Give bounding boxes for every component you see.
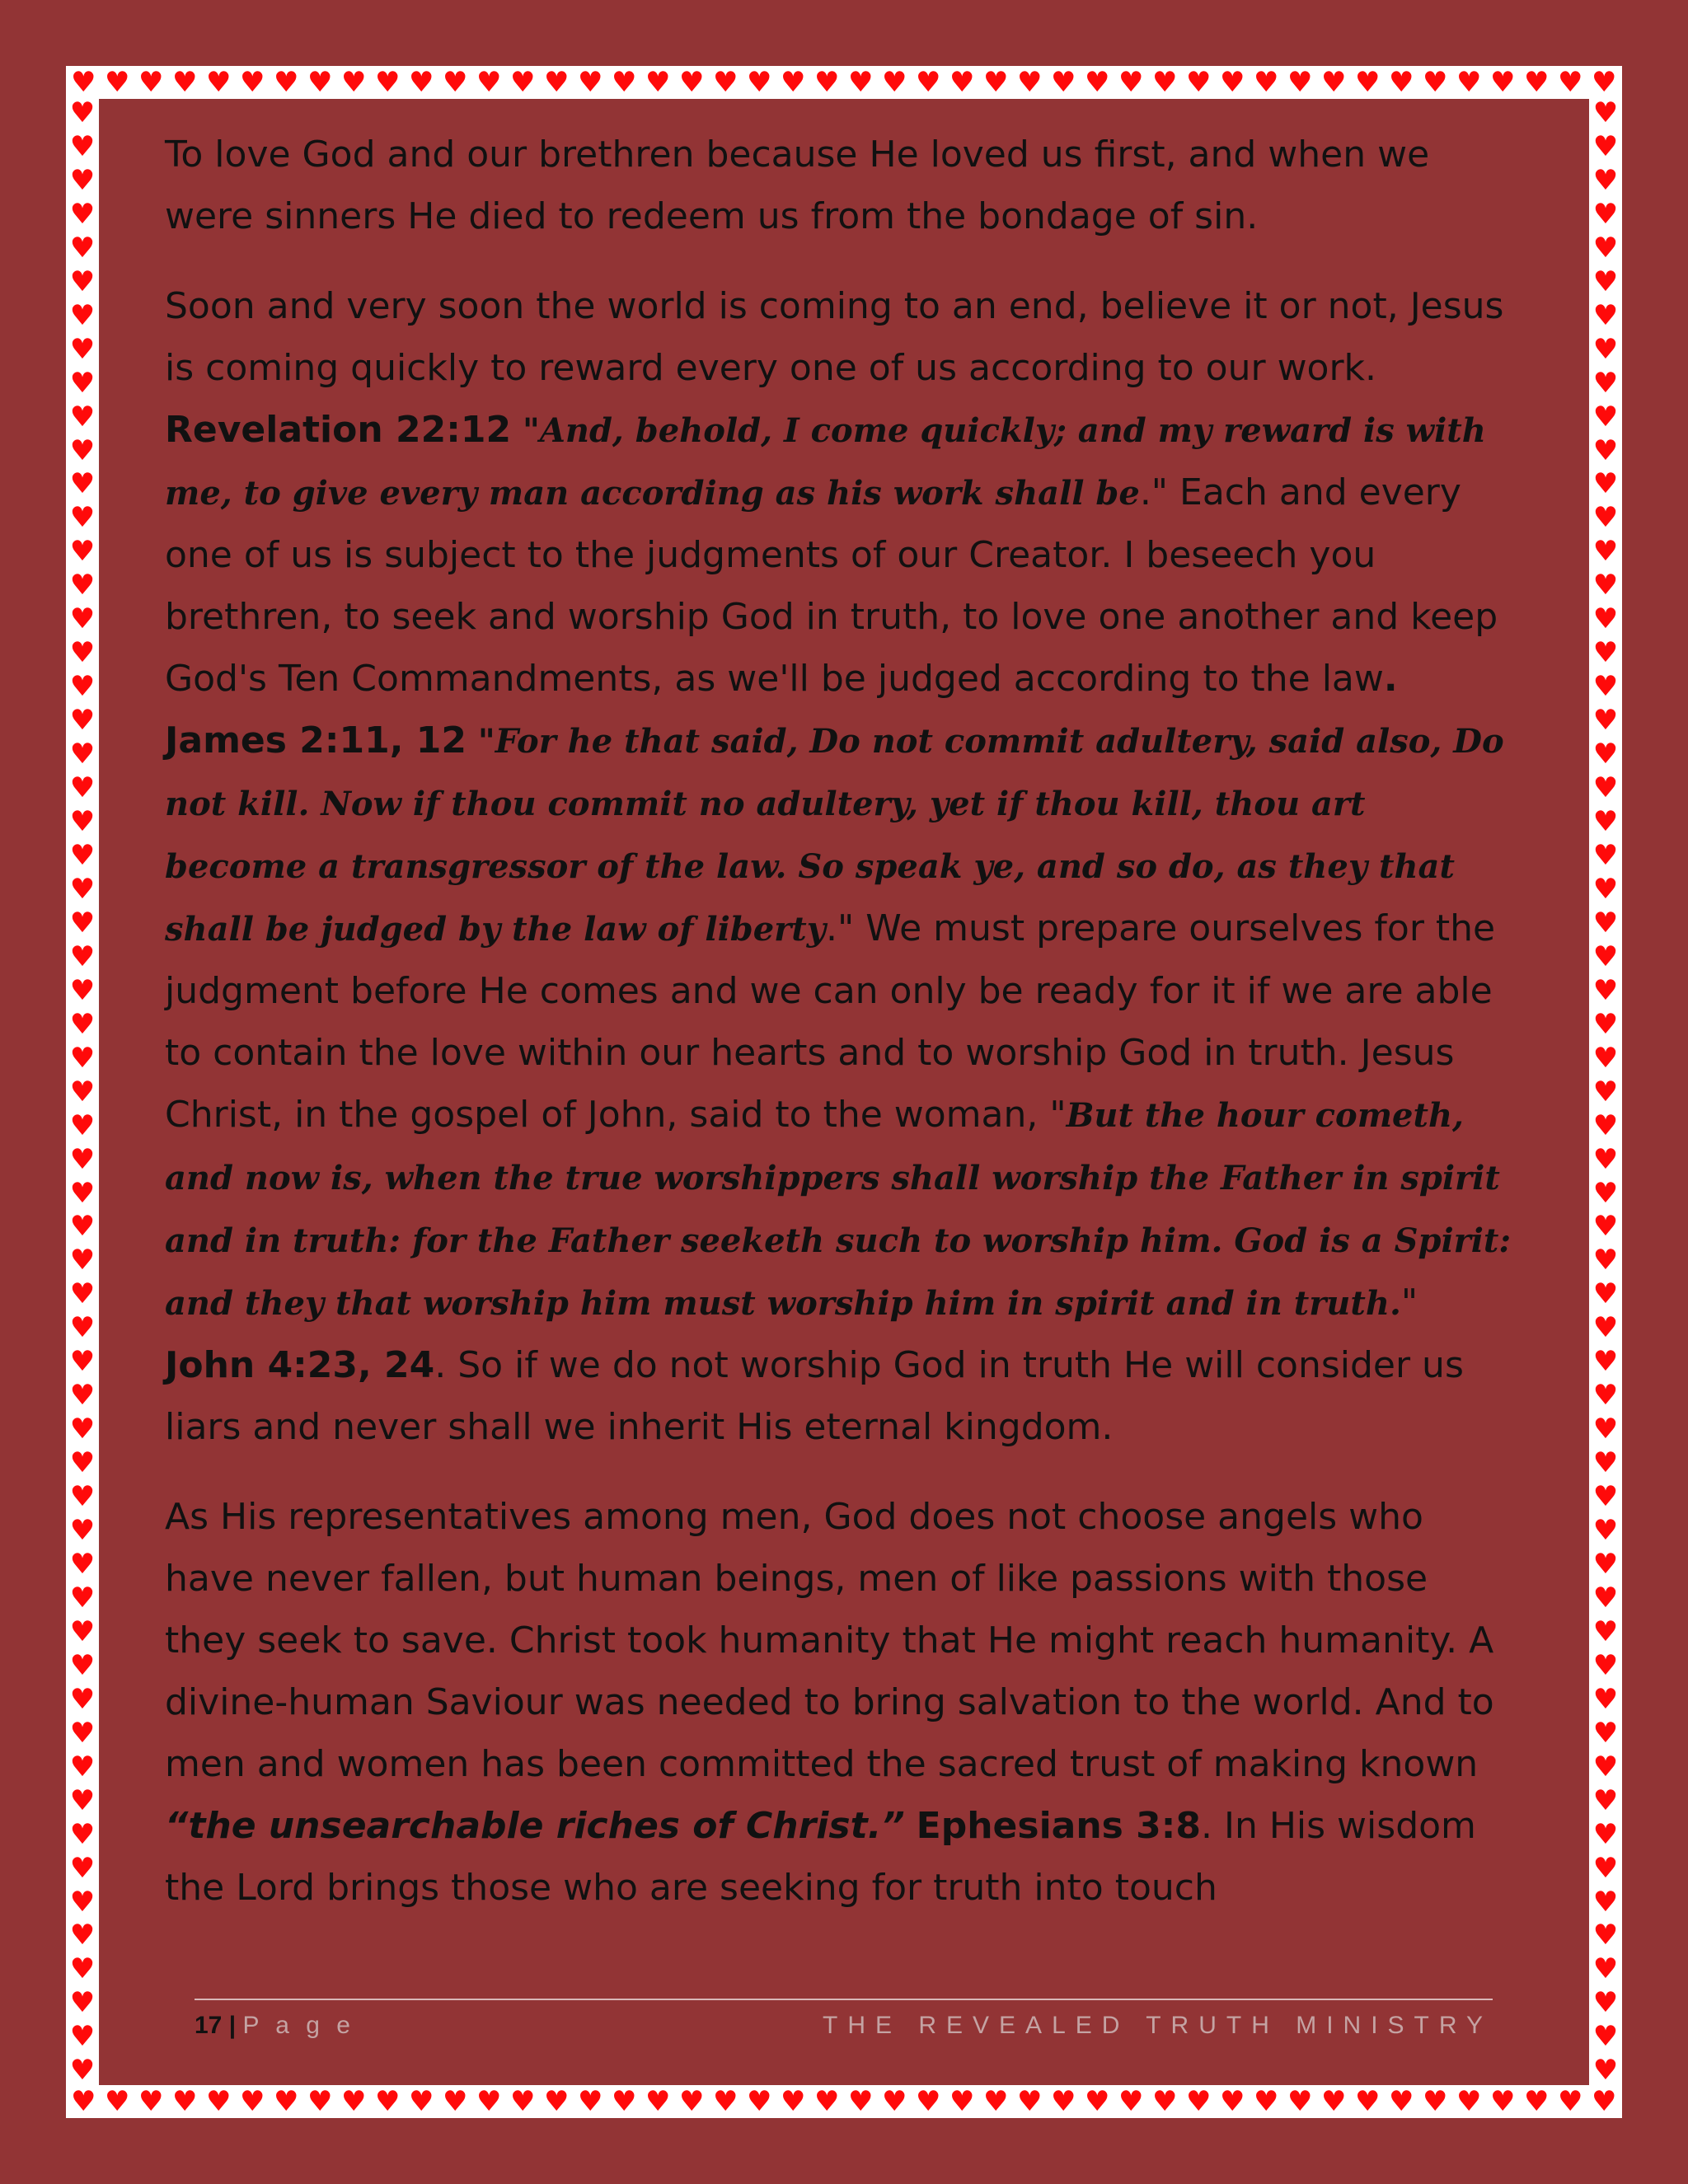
heart-icon: ♥	[1017, 2085, 1043, 2118]
heart-icon: ♥	[1592, 1783, 1619, 1817]
heart-icon: ♥	[1592, 1581, 1619, 1615]
heart-icon: ♥	[1592, 163, 1619, 197]
heart-icon: ♥	[69, 569, 96, 602]
heart-icon: ♥	[69, 1952, 96, 1986]
heart-icon: ♥	[1592, 265, 1619, 298]
scripture-reference: Ephesians 3:8	[916, 1805, 1202, 1847]
heart-icon: ♥	[612, 66, 637, 99]
heart-icon: ♥	[1592, 2085, 1617, 2118]
heart-icon: ♥	[69, 1446, 96, 1480]
heart-icon: ♥	[1085, 2085, 1110, 2118]
heart-icon: ♥	[747, 66, 772, 99]
heart-icon: ♥	[1592, 906, 1619, 940]
heart-icon: ♥	[1592, 535, 1619, 569]
heart-icon: ♥	[240, 2085, 265, 2118]
heart-icon: ♥	[1592, 2054, 1619, 2085]
heart-icon: ♥	[69, 2054, 96, 2085]
heart-icon: ♥	[69, 1244, 96, 1277]
heart-icon: ♥	[1592, 1480, 1619, 1514]
heart-icon: ♥	[443, 66, 468, 99]
heart-icon: ♥	[544, 66, 570, 99]
heart-icon: ♥	[1389, 2085, 1414, 2118]
heart-icon: ♥	[1592, 2020, 1619, 2054]
heart-icon: ♥	[341, 66, 367, 99]
heart-icon: ♥	[1254, 2085, 1279, 2118]
heart-icon: ♥	[69, 332, 96, 366]
heart-icon: ♥	[69, 535, 96, 569]
heart-icon: ♥	[307, 66, 333, 99]
heart-icon: ♥	[544, 2085, 570, 2118]
heart-icon: ♥	[1592, 1277, 1619, 1311]
heart-icon: ♥	[747, 2085, 772, 2118]
heart-icon: ♥	[69, 129, 96, 163]
heart-icon: ♥	[1592, 197, 1619, 231]
heart-icon: ♥	[69, 771, 96, 805]
heart-icon: ♥	[578, 66, 603, 99]
heart-icon: ♥	[69, 231, 96, 265]
heart-icon: ♥	[307, 2085, 333, 2118]
heart-icon: ♥	[69, 940, 96, 973]
body-text: ." Each and every one of us is subject to the judgments of our Creator. I beseech you brethren, to seek and worship God in truth, to love one another and keep God's Ten Commandments, as we'll be judged according to the law	[165, 471, 1498, 700]
heart-icon: ♥	[1592, 1176, 1619, 1210]
heart-icon: ♥	[69, 1682, 96, 1716]
heart-icon: ♥	[983, 66, 1009, 99]
heart-icon: ♥	[1592, 1108, 1619, 1142]
heart-icon: ♥	[69, 906, 96, 940]
heart-icon: ♥	[274, 2085, 299, 2118]
heart-icon: ♥	[1592, 1885, 1619, 1919]
heart-icon: ♥	[1287, 2085, 1313, 2118]
heart-icon: ♥	[409, 2085, 434, 2118]
heart-icon: ♥	[1592, 838, 1619, 872]
heart-icon: ♥	[645, 66, 671, 99]
heart-icon: ♥	[69, 298, 96, 332]
heart-icon: ♥	[1524, 66, 1550, 99]
page-number: 17	[195, 2012, 223, 2039]
heart-icon: ♥	[510, 2085, 536, 2118]
heart-icon: ♥	[105, 2085, 130, 2118]
heart-icon: ♥	[69, 704, 96, 738]
body-text: To love God and our brethren because He loved us first, and when we were sinners He died to redeem us from the bondage of sin.	[165, 134, 1430, 237]
heart-icon: ♥	[69, 1210, 96, 1244]
heart-icon: ♥	[1558, 66, 1583, 99]
heart-icon: ♥	[138, 2085, 164, 2118]
heart-icon: ♥	[1592, 129, 1619, 163]
heart-icon: ♥	[1592, 231, 1619, 265]
scripture-quote: “the unsearchable riches of Christ.”	[165, 1805, 905, 1847]
heart-icon: ♥	[950, 66, 975, 99]
scripture-reference: Revelation 22:12	[165, 409, 512, 451]
heart-icon: ♥	[1592, 738, 1619, 771]
heart-icon: ♥	[69, 434, 96, 467]
heart-icon: ♥	[1592, 973, 1619, 1007]
heart-icon: ♥	[69, 1716, 96, 1750]
heart-border-bottom	[71, 2085, 1617, 2118]
heart-icon: ♥	[1592, 400, 1619, 434]
heart-icon: ♥	[69, 501, 96, 535]
heart-icon: ♥	[983, 2085, 1009, 2118]
heart-icon: ♥	[578, 2085, 603, 2118]
heart-icon: ♥	[69, 973, 96, 1007]
heart-icon: ♥	[1051, 66, 1076, 99]
heart-icon: ♥	[1321, 2085, 1347, 2118]
heart-icon: ♥	[1592, 1986, 1619, 2020]
heart-icon: ♥	[950, 2085, 975, 2118]
heart-icon: ♥	[1592, 501, 1619, 535]
heart-icon: ♥	[69, 1142, 96, 1176]
heart-icon: ♥	[375, 2085, 401, 2118]
heart-icon: ♥	[916, 2085, 941, 2118]
paragraph	[165, 1486, 1517, 1919]
heart-icon: ♥	[1118, 2085, 1144, 2118]
heart-border-top	[71, 66, 1617, 99]
heart-icon: ♥	[69, 1108, 96, 1142]
heart-icon: ♥	[1592, 1615, 1619, 1648]
heart-icon: ♥	[172, 2085, 198, 2118]
heart-icon: ♥	[69, 636, 96, 670]
heart-icon: ♥	[1592, 1345, 1619, 1379]
heart-icon: ♥	[1592, 1446, 1619, 1480]
heart-icon: ♥	[69, 1648, 96, 1682]
heart-icon: ♥	[916, 66, 941, 99]
page-separator: |	[228, 2012, 237, 2039]
heart-icon: ♥	[69, 1277, 96, 1311]
heart-icon: ♥	[1592, 1716, 1619, 1750]
heart-icon: ♥	[274, 66, 299, 99]
heart-border-left	[66, 99, 99, 2085]
heart-icon: ♥	[1592, 636, 1619, 670]
heart-icon: ♥	[69, 1413, 96, 1446]
heart-icon: ♥	[69, 1986, 96, 2020]
heart-icon: ♥	[69, 738, 96, 771]
heart-icon: ♥	[1592, 1817, 1619, 1851]
heart-icon: ♥	[69, 1750, 96, 1783]
heart-icon: ♥	[1592, 1682, 1619, 1716]
heart-icon: ♥	[882, 66, 907, 99]
paragraph	[165, 124, 1517, 247]
heart-icon: ♥	[1592, 602, 1619, 636]
heart-icon: ♥	[1592, 940, 1619, 973]
heart-icon: ♥	[1592, 1311, 1619, 1345]
heart-icon: ♥	[69, 366, 96, 400]
heart-icon: ♥	[1592, 467, 1619, 501]
ministry-name: THE REVEALED TRUTH MINISTRY	[823, 2012, 1493, 2039]
heart-icon: ♥	[69, 1379, 96, 1413]
heart-icon: ♥	[1456, 2085, 1482, 2118]
heart-icon: ♥	[69, 1514, 96, 1548]
heart-icon: ♥	[1592, 704, 1619, 738]
scripture-quote: "For he that said, Do not commit adultery, said also, Do not kill. Now if thou commit no adultery, yet if thou kill, thou art become a transgressor of the law. So speak ye, and so do, as they that shall be judged by the law of liberty	[165, 722, 1504, 949]
heart-icon: ♥	[781, 2085, 806, 2118]
heart-icon: ♥	[1220, 2085, 1245, 2118]
heart-icon: ♥	[1490, 66, 1516, 99]
heart-icon: ♥	[69, 1480, 96, 1514]
heart-icon: ♥	[1592, 1514, 1619, 1548]
heart-icon: ♥	[1592, 1750, 1619, 1783]
heart-icon: ♥	[645, 2085, 671, 2118]
scripture-quote: But the hour cometh, and now is, when the true worshippers shall worship the Father in spirit and in truth: for the Father seeketh such to worship him. God is a Spirit: and they that worship him must worship him in spirit and in truth.	[165, 1096, 1512, 1323]
heart-icon: ♥	[1423, 66, 1448, 99]
heart-icon: ♥	[1592, 1244, 1619, 1277]
heart-icon: ♥	[1592, 1379, 1619, 1413]
heart-icon: ♥	[1321, 66, 1347, 99]
heart-icon: ♥	[69, 1075, 96, 1108]
heart-icon: ♥	[69, 872, 96, 906]
heart-icon: ♥	[848, 66, 874, 99]
heart-icon: ♥	[69, 197, 96, 231]
heart-icon: ♥	[172, 66, 198, 99]
heart-icon: ♥	[814, 66, 840, 99]
heart-icon: ♥	[206, 66, 232, 99]
heart-icon: ♥	[781, 66, 806, 99]
heart-icon: ♥	[1592, 1075, 1619, 1108]
heart-icon: ♥	[409, 66, 434, 99]
heart-icon: ♥	[1152, 66, 1178, 99]
heart-icon: ♥	[240, 66, 265, 99]
heart-icon: ♥	[848, 2085, 874, 2118]
page-body	[165, 124, 1517, 1947]
scripture-quote: "And, behold, I come quickly; and my reward is with me, to give every man according as his work shall be	[165, 411, 1486, 513]
paragraph	[165, 275, 1517, 1458]
heart-icon: ♥	[679, 2085, 705, 2118]
heart-icon: ♥	[71, 66, 96, 99]
heart-icon: ♥	[1592, 670, 1619, 704]
heart-icon: ♥	[1524, 2085, 1550, 2118]
heart-icon: ♥	[69, 1885, 96, 1919]
heart-icon: ♥	[69, 1919, 96, 1952]
heart-icon: ♥	[1355, 2085, 1381, 2118]
heart-icon: ♥	[1592, 332, 1619, 366]
heart-icon: ♥	[1456, 66, 1482, 99]
heart-icon: ♥	[882, 2085, 907, 2118]
heart-icon: ♥	[69, 1547, 96, 1581]
scripture-reference: John 4:23, 24	[165, 1344, 435, 1386]
heart-icon: ♥	[69, 670, 96, 704]
heart-icon: ♥	[1592, 1210, 1619, 1244]
body-text	[905, 1805, 917, 1847]
heart-icon: ♥	[612, 2085, 637, 2118]
heart-icon: ♥	[1186, 66, 1212, 99]
heart-icon: ♥	[375, 66, 401, 99]
heart-icon: ♥	[71, 2085, 96, 2118]
heart-icon: ♥	[69, 1851, 96, 1885]
heart-icon: ♥	[1592, 569, 1619, 602]
heart-icon: ♥	[679, 66, 705, 99]
page-footer	[195, 1999, 1493, 2040]
body-text: Soon and very soon the world is coming to an end, believe it or not, Jesus is coming quickly to reward every one of us according to our work.	[165, 285, 1504, 389]
body-text: . So if we do not worship God in truth He will consider us liars and never shall we inherit His eternal kingdom.	[165, 1344, 1464, 1448]
heart-icon: ♥	[1085, 66, 1110, 99]
heart-border-right	[1589, 99, 1622, 2085]
heart-icon: ♥	[1592, 805, 1619, 839]
heart-icon: ♥	[69, 602, 96, 636]
heart-icon: ♥	[1490, 2085, 1516, 2118]
heart-icon: ♥	[510, 66, 536, 99]
heart-icon: ♥	[69, 1581, 96, 1615]
heart-icon: ♥	[69, 1345, 96, 1379]
heart-icon: ♥	[814, 2085, 840, 2118]
heart-icon: ♥	[1423, 2085, 1448, 2118]
heart-icon: ♥	[69, 1176, 96, 1210]
heart-icon: ♥	[1051, 2085, 1076, 2118]
heart-icon: ♥	[69, 1817, 96, 1851]
heart-icon: ♥	[1254, 66, 1279, 99]
heart-icon: ♥	[713, 2085, 738, 2118]
body-text: As His representatives among men, God does not choose angels who have never fallen, but human beings, men of like passions with those they seek to save. Christ took humanity that He might reach humanity. A divine-human Saviour was needed to bring salvation to the world. And to men and women has been committed the sacred trust of making known	[165, 1496, 1494, 1785]
heart-icon: ♥	[105, 66, 130, 99]
heart-icon: ♥	[69, 1783, 96, 1817]
heart-icon: ♥	[1592, 1851, 1619, 1885]
heart-icon: ♥	[1017, 66, 1043, 99]
heart-icon: ♥	[69, 99, 96, 129]
heart-icon: ♥	[1592, 99, 1619, 129]
heart-icon: ♥	[1389, 66, 1414, 99]
body-text: . In His wisdom the Lord brings those who are seeking for truth into touch	[165, 1805, 1476, 1909]
heart-icon: ♥	[69, 1041, 96, 1075]
heart-icon: ♥	[341, 2085, 367, 2118]
heart-icon: ♥	[476, 2085, 502, 2118]
heart-icon: ♥	[1592, 1007, 1619, 1041]
scripture-reference: . James 2:11, 12	[165, 658, 1398, 762]
heart-icon: ♥	[1592, 771, 1619, 805]
page-label: P a g e	[242, 2012, 355, 2039]
heart-icon: ♥	[1592, 1142, 1619, 1176]
heart-icon: ♥	[69, 1615, 96, 1648]
heart-icon: ♥	[69, 163, 96, 197]
heart-icon: ♥	[1592, 872, 1619, 906]
heart-icon: ♥	[69, 265, 96, 298]
heart-icon: ♥	[206, 2085, 232, 2118]
page-number-block	[195, 2012, 355, 2040]
heart-icon: ♥	[1118, 66, 1144, 99]
body-text: ." We must prepare ourselves for the judgment before He comes and we can only be ready for it if we are able to contain the love within our hearts and to worship God in truth. Jesus Christ, in the gospel of John, said to the woman, "	[165, 907, 1496, 1136]
heart-icon: ♥	[69, 838, 96, 872]
heart-icon: ♥	[1592, 1041, 1619, 1075]
heart-icon: ♥	[1220, 66, 1245, 99]
heart-icon: ♥	[1592, 434, 1619, 467]
heart-icon: ♥	[1287, 66, 1313, 99]
heart-icon: ♥	[1592, 298, 1619, 332]
heart-icon: ♥	[69, 1311, 96, 1345]
heart-icon: ♥	[1592, 1648, 1619, 1682]
heart-icon: ♥	[443, 2085, 468, 2118]
heart-icon: ♥	[69, 467, 96, 501]
heart-icon: ♥	[1592, 366, 1619, 400]
heart-icon: ♥	[1186, 2085, 1212, 2118]
heart-icon: ♥	[1355, 66, 1381, 99]
heart-icon: ♥	[69, 2020, 96, 2054]
heart-icon: ♥	[1592, 1952, 1619, 1986]
heart-icon: ♥	[1592, 1547, 1619, 1581]
heart-icon: ♥	[1558, 2085, 1583, 2118]
heart-icon: ♥	[713, 66, 738, 99]
heart-icon: ♥	[69, 1007, 96, 1041]
heart-icon: ♥	[69, 400, 96, 434]
body-text: "	[1400, 1282, 1418, 1324]
heart-icon: ♥	[138, 66, 164, 99]
heart-icon: ♥	[1592, 1413, 1619, 1446]
heart-icon: ♥	[69, 805, 96, 839]
heart-icon: ♥	[1152, 2085, 1178, 2118]
heart-icon: ♥	[1592, 1919, 1619, 1952]
heart-icon: ♥	[1592, 66, 1617, 99]
heart-icon: ♥	[476, 66, 502, 99]
